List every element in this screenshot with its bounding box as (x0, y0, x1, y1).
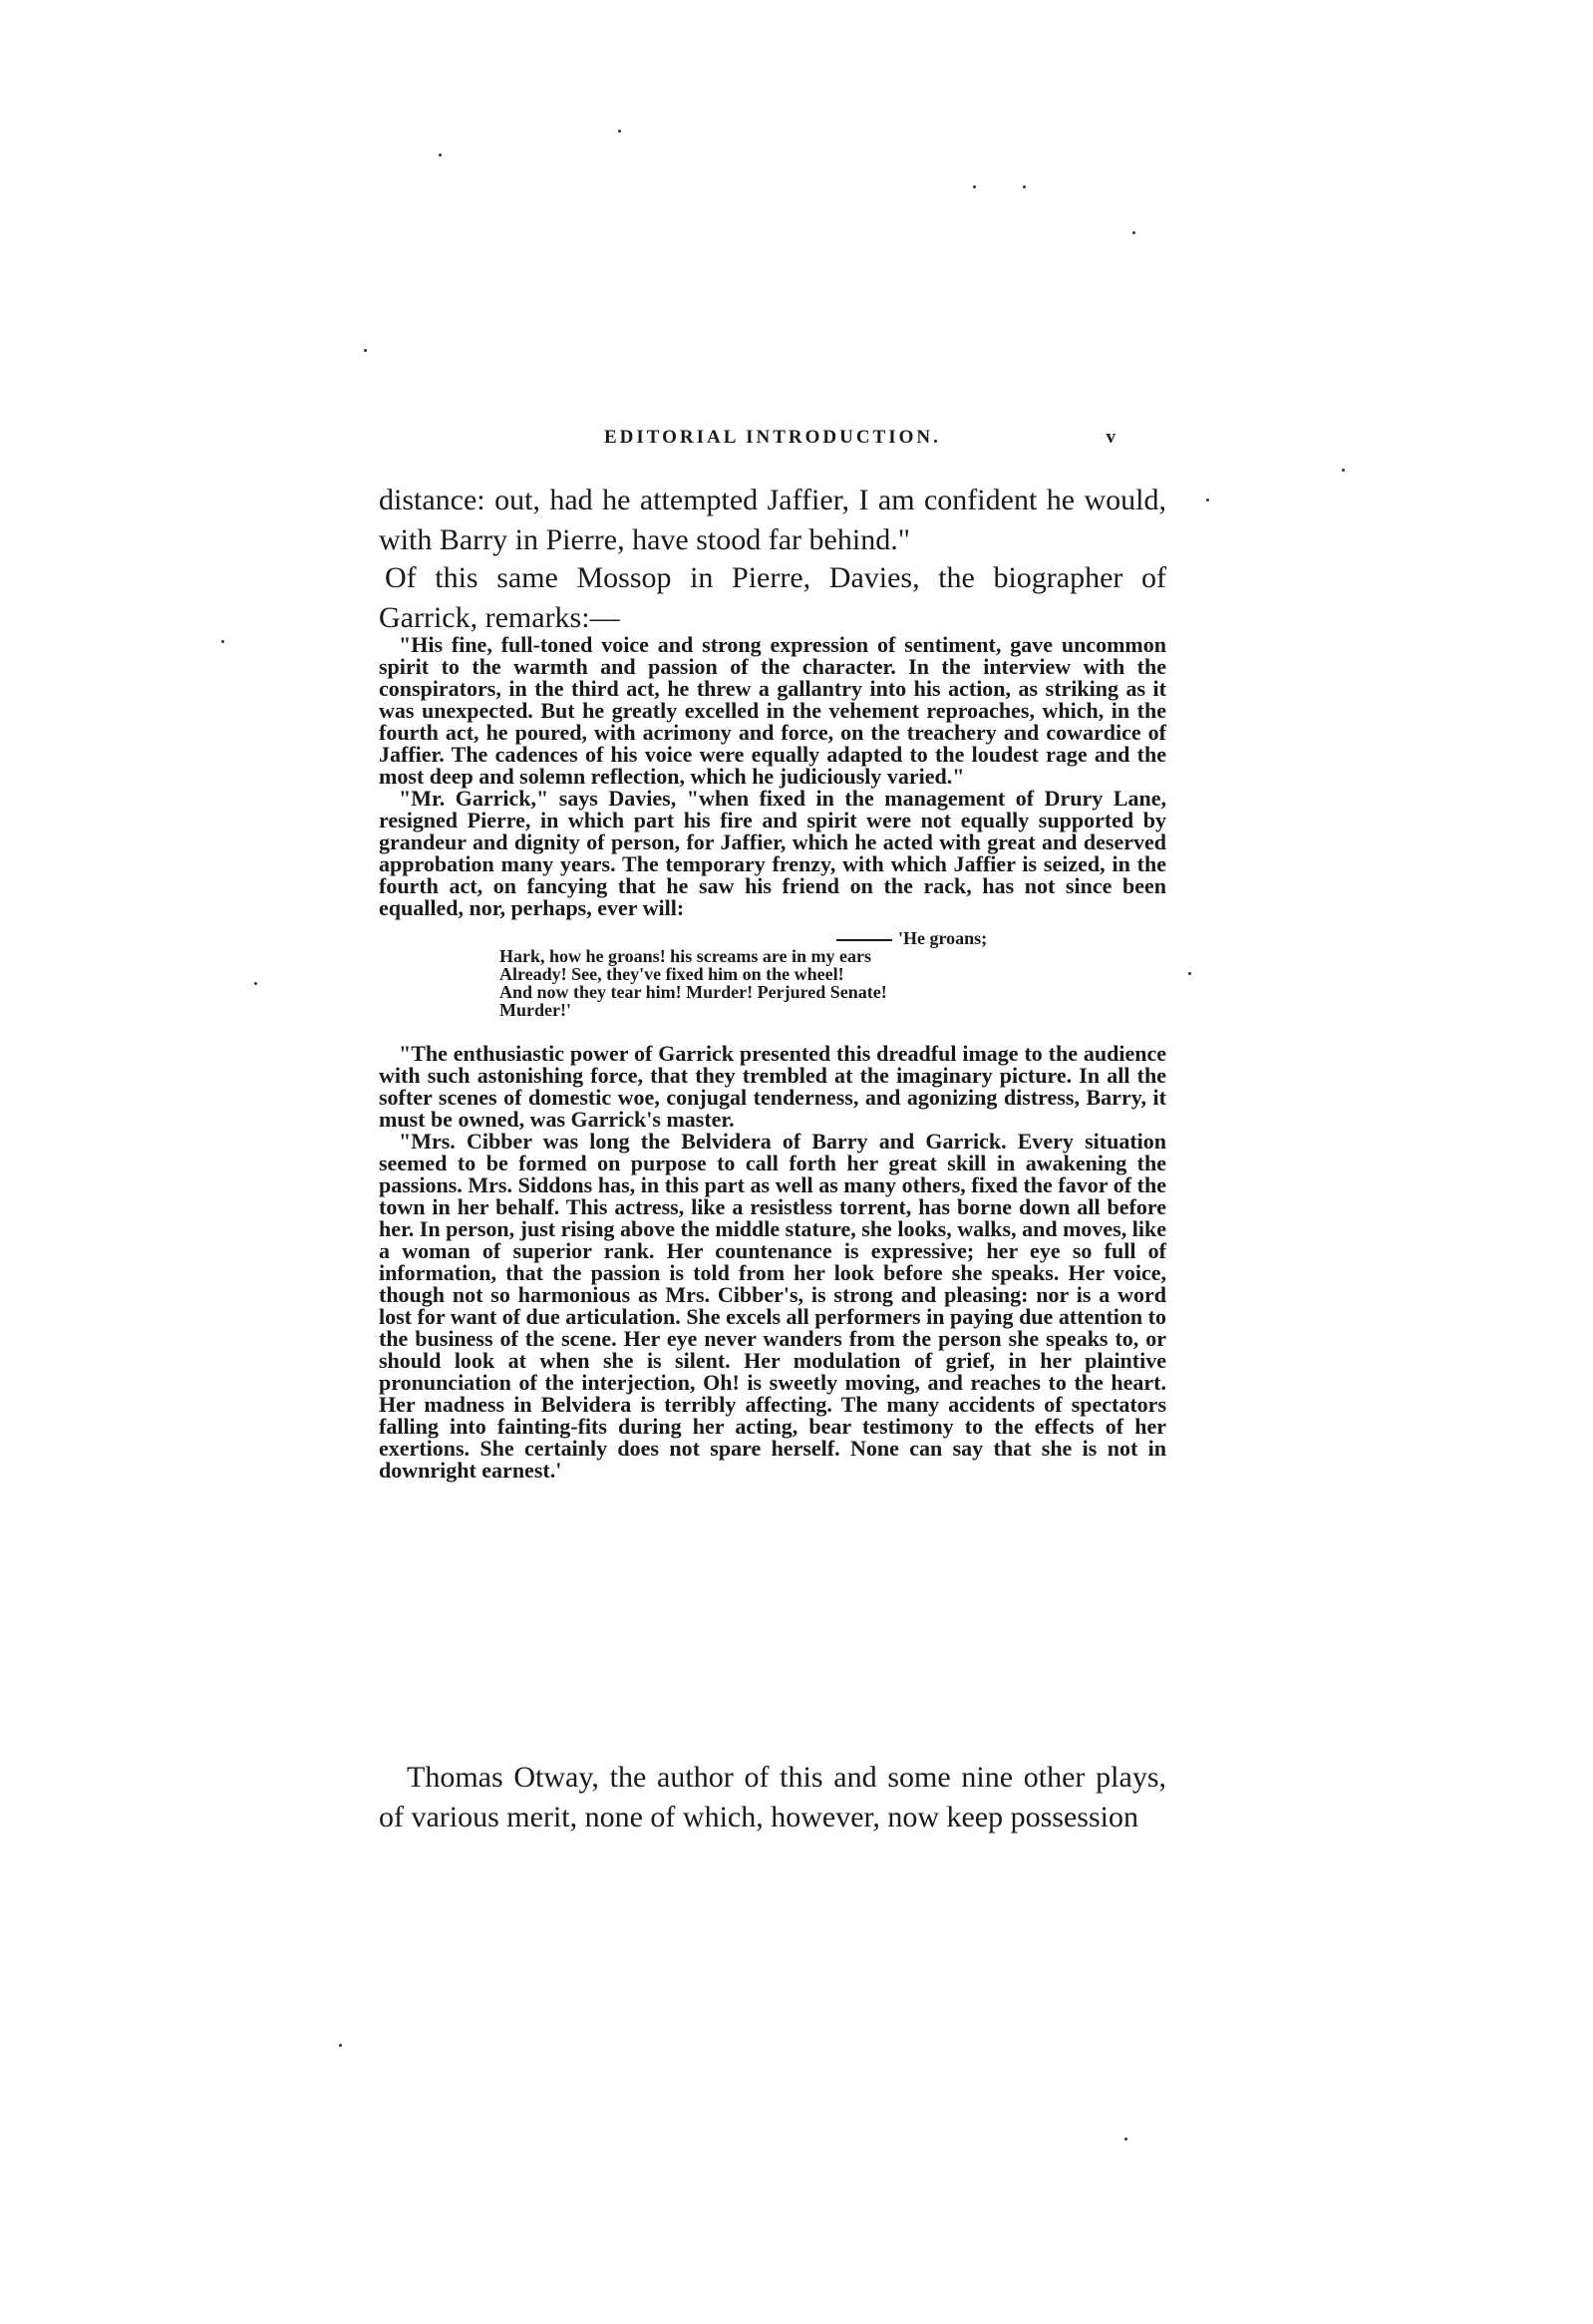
extract-paragraph-garrick: "Mr. Garrick," says Davies, "when fixed in the management of Drury Lane, resigned Pierre, in which part his fire and spirit were not equally supported by grandeur and dignity of person, for Jaffier, which he acted with great and deserved approbation many years. The temporary frenzy, with which Jaffier is seized, in the fourth act, on fancying that he saw his friend on the rack, has not since been equalled, nor, perhaps, ever will: (379, 786, 1166, 920)
scan-speck (1132, 231, 1135, 234)
scan-speck (221, 640, 224, 643)
quoted-extract (379, 634, 1166, 1482)
scan-speck (973, 185, 976, 188)
verse-line: Hark, how he groans! his screams are in my ears (499, 946, 871, 966)
scan-speck (1206, 498, 1209, 501)
paragraph-otway: Thomas Otway, the author of this and some nine other plays, of various merit, none of which, however, now keep possession (379, 1761, 1166, 1833)
verse-cue-text: 'He groans; (898, 928, 988, 948)
verse-dash (836, 939, 892, 941)
scan-speck (1342, 469, 1345, 472)
scan-speck (364, 349, 367, 352)
verse-cue (836, 929, 1166, 947)
scan-speck (618, 130, 621, 133)
paragraph-continuation: distance: out, had he attempted Jaffier, I am confident he would, with Barry in Pierre, have stood far behind." (379, 484, 1166, 556)
extract-paragraph-cibber: "Mrs. Cibber was long the Belvidera of Barry and Garrick. Every situation seemed to be formed on purpose to call forth her great skill in awakening the passions. Mrs. Siddons has, in this part as well as many others, fixed the favor of the town in her behalf. This actress, like a resistless torrent, has borne down all before her. In person, just rising above the middle stature, she looks, walks, and moves, like a woman of superior rank. Her countenance is expressive; her eye so full of information, that the passion is told from her look before she speaks. Her voice, though not so harmonious as Mrs. Cibber's, is strong and pleasing: nor is a word lost for want of due articulation. She excels all performers in paying due attention to the business of the scene. Her eye never wanders from the person she speaks to, or should look at when she is silent. Her modulation of grief, in her plaintive pronunciation of the interjection, Oh! is sweetly moving, and reaches to the heart. Her madness in Belvidera is terribly affecting. The many accidents of spectators falling into fainting-fits during her acting, bear testimony to the effects of her exertions. She certainly does not spare herself. None can say that she is not in downright earnest.' (379, 1129, 1166, 1483)
extract-paragraph-enthusiastic: "The enthusiastic power of Garrick presented this dreadful image to the audience with such astonishing force, that they trembled at the imaginary picture. In all the softer scenes of domestic woe, conjugal tenderness, and agonizing distress, Barry, it must be owned, was Garrick's master. (379, 1041, 1166, 1132)
verse-quotation (499, 929, 1166, 1019)
page-number: v (1106, 427, 1118, 448)
running-head (379, 427, 1176, 449)
verse-line: Already! See, they've fixed him on the wheel! (499, 964, 844, 984)
scan-speck (1188, 972, 1191, 975)
paragraph-mossop: Of this same Mossop in Pierre, Davies, the biographer of Garrick, remarks:— (379, 561, 1166, 634)
scan-speck (1124, 2138, 1127, 2141)
running-head-title: EDITORIAL INTRODUCTION. (604, 427, 941, 448)
scan-speck (439, 154, 442, 157)
extract-paragraph-voice: "His fine, full-toned voice and strong expression of sentiment, gave uncommon spirit to the warmth and passion of the character. In the interview with the conspirators, in the third act, he threw a gallantry into his action, as striking as it was unexpected. But he greatly excelled in the vehement reproaches, which, in the fourth act, he poured, with acrimony and force, on the treachery and cowardice of Jaffier. The cadences of his voice were equally adapted to the loudest rage and the most deep and solemn reflection, which he judiciously varied." (379, 632, 1166, 789)
scan-speck (1023, 185, 1026, 188)
verse-line: Murder!' (499, 1000, 571, 1020)
verse-line: And now they tear him! Murder! Perjured Senate! (499, 982, 887, 1002)
scan-speck (339, 2044, 342, 2047)
scan-speck (254, 982, 257, 985)
